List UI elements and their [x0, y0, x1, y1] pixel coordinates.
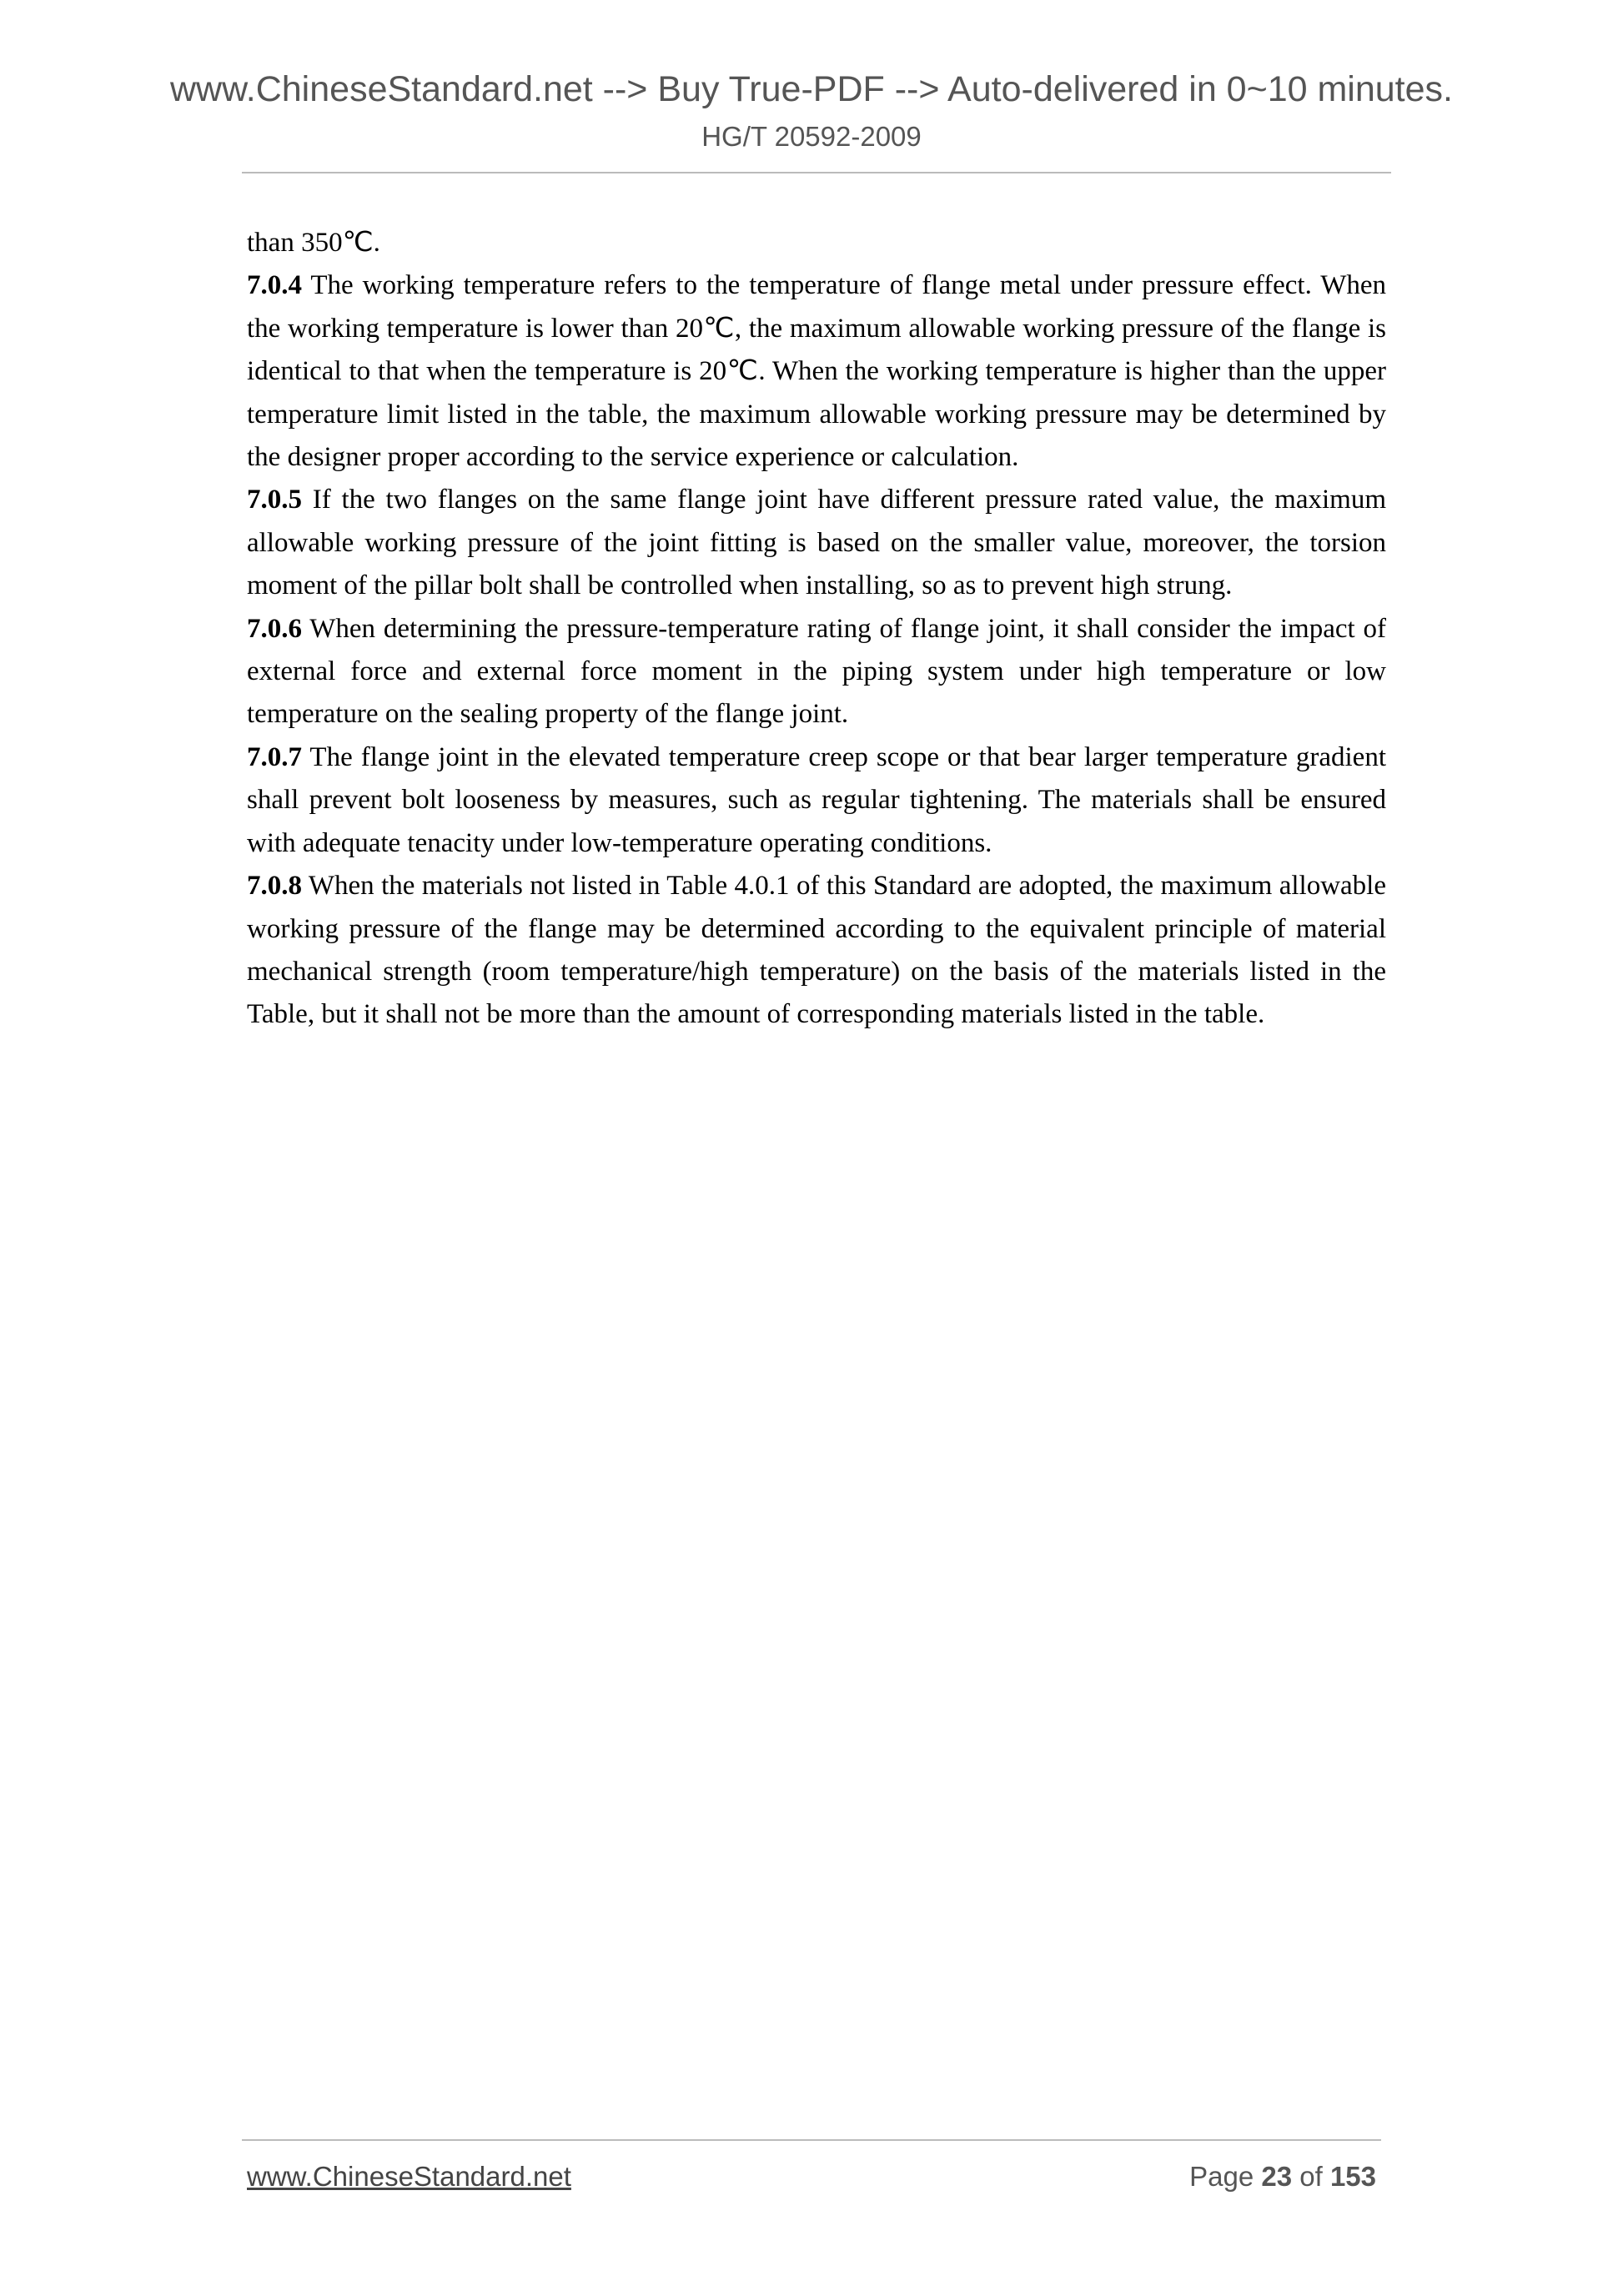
footer-divider [242, 2139, 1381, 2141]
clause-number: 7.0.8 [247, 871, 302, 902]
clause-7-0-4 [247, 264, 1386, 479]
page-header [0, 65, 1623, 155]
clause-text: The working temperature refers to the temperature of flange metal under pressure effect. When the working temperature is lower than 20℃, the maximum allowable working pressure of the flange is identical to that when the temperature is 20℃. When the working temperature is higher than the upper temperature limit listed in the table, the maximum allowable working pressure may be determined by the designer proper according to the service experience or calculation. [247, 270, 1386, 473]
paragraph-continuation [247, 222, 1386, 264]
clause-number: 7.0.7 [247, 741, 302, 772]
clause-7-0-6 [247, 608, 1386, 736]
clause-text: If the two flanges on the same flange joint have different pressure rated value, the maximum allowable working pressure of the joint fitting is based on the smaller value, moreover, the torsion moment of the pillar bolt shall be controlled when installing, so as to prevent high strung. [247, 485, 1386, 601]
paragraph-text: than 350℃. [247, 228, 380, 258]
clause-number: 7.0.5 [247, 485, 302, 515]
clause-text: The flange joint in the elevated temperature creep scope or that bear larger temperature gradient shall prevent bolt looseness by measures, such as regular tightening. The materials shall be ensured with adequate tenacity under low-temperature operating conditions. [247, 741, 1386, 858]
document-body [247, 222, 1386, 1037]
footer-website-link[interactable]: www.ChineseStandard.net [247, 2161, 571, 2192]
clause-7-0-5 [247, 479, 1386, 607]
clause-text: When determining the pressure-temperature rating of flange joint, it shall consider the impact of external force and external force moment in the piping system under high temperature or low temperature on the sealing property of the flange joint. [247, 613, 1386, 730]
total-pages-number: 153 [1329, 2161, 1376, 2192]
document-id: HG/T 20592-2009 [701, 121, 922, 152]
page-counter [1189, 2158, 1376, 2195]
clause-text: When the materials not listed in Table 4.0.1 of this Standard are adopted, the maximum allowable working pressure of the flange may be determined according to the equivalent principle of material mechanical strength (room temperature/high temperature) on the basis of the materials listed in the Table, but it shall not be more than the amount of corresponding materials listed in the table. [247, 871, 1386, 1030]
clause-number: 7.0.4 [247, 270, 302, 301]
clause-7-0-7 [247, 736, 1386, 865]
current-page-number: 23 [1261, 2161, 1293, 2192]
clause-7-0-8 [247, 865, 1386, 1037]
clause-number: 7.0.6 [247, 613, 302, 644]
header-banner: www.ChineseStandard.net --> Buy True-PDF --> Auto-delivered in 0~10 minutes. [169, 69, 1453, 109]
page-of-label: of [1292, 2161, 1330, 2192]
page-prefix: Page [1189, 2161, 1262, 2192]
header-divider [242, 172, 1391, 173]
